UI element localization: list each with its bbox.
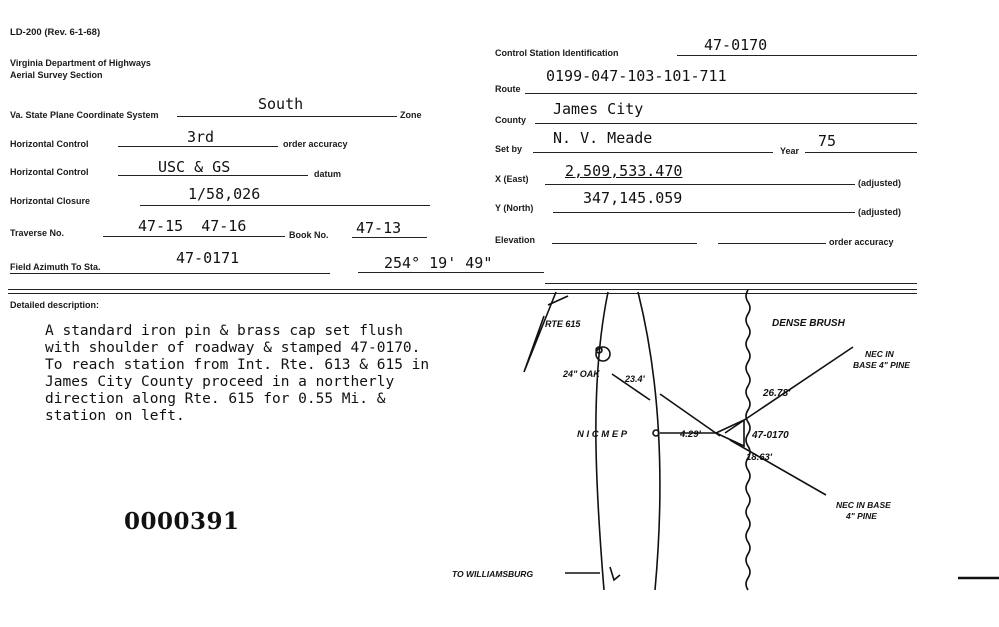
traverse-label: Traverse No.: [10, 228, 65, 238]
elevation-order-label: order accuracy: [829, 237, 894, 247]
oak-label: 24" OAK: [563, 369, 600, 379]
station-id-value: 47-0170: [704, 36, 768, 54]
description-label: Detailed description:: [10, 300, 100, 310]
oak-dist-label: 23.4': [625, 374, 645, 384]
book-label: Book No.: [289, 230, 329, 240]
zone-label: Zone: [400, 110, 422, 120]
nicm-label: N I C M E P: [577, 429, 628, 440]
williamsburg-label: TO WILLIAMSBURG: [452, 569, 534, 579]
description-line: To reach station from Int. Rte. 613 & 615 in: [45, 357, 430, 373]
description-line: with shoulder of roadway & stamped 47-0170.: [45, 340, 421, 356]
set-by-label: Set by: [495, 144, 523, 154]
description-line: station on left.: [45, 408, 185, 424]
road-edge-right: [638, 292, 660, 590]
x-east-value: 2,509,533.470: [565, 162, 683, 180]
x-adjusted-label: (adjusted): [858, 178, 902, 188]
description-line: A standard iron pin & brass cap set flush: [45, 323, 403, 339]
closure-label: Horizontal Closure: [10, 196, 91, 206]
horizontal-control-value: 3rd: [187, 128, 215, 146]
pine-top-label-2: BASE 4" PINE: [853, 360, 910, 370]
dense-brush-line: [746, 290, 750, 590]
year-value: 75: [818, 132, 837, 150]
dist-bottom-label: 18.63': [746, 452, 773, 463]
coord-system-label: Va. State Plane Coordinate System: [10, 110, 159, 120]
y-north-value: 347,145.059: [583, 189, 683, 207]
rte-label: RTE 615: [545, 319, 581, 329]
pine-top-label-1: NEC IN: [865, 349, 894, 359]
department-name: Virginia Department of Highways: [10, 58, 151, 68]
station-id-label: Control Station Identification: [495, 48, 619, 58]
set-by-value: N. V. Meade: [553, 129, 653, 147]
road-edge-left: [596, 292, 608, 590]
form-number: LD-200 (Rev. 6-1-68): [10, 27, 101, 38]
y-north-label: Y (North): [495, 203, 534, 213]
county-label: County: [495, 115, 526, 125]
file-number: 0000391: [124, 508, 240, 535]
route-value: 0199-047-103-101-711: [546, 67, 727, 85]
azimuth-angle: 254° 19' 49": [384, 254, 493, 272]
closure-value: 1/58,026: [188, 185, 261, 203]
north-arrow-tick: [548, 296, 568, 305]
coord-system-value: South: [258, 95, 304, 113]
horizontal-control-label: Horizontal Control: [10, 139, 89, 149]
order-accuracy-label: order accuracy: [283, 139, 348, 149]
y-adjusted-label: (adjusted): [858, 207, 902, 217]
description-line: James City County proceed in a northerly: [45, 374, 395, 390]
route-label: Route: [495, 84, 521, 94]
dist-left-label: 4.29': [680, 429, 701, 440]
year-label: Year: [780, 146, 800, 156]
station-label: 47-0170: [752, 430, 789, 441]
dist-top-label: 26.78': [763, 388, 791, 399]
x-east-label: X (East): [495, 174, 529, 184]
elevation-label: Elevation: [495, 235, 536, 245]
pine-bottom-label-1: NEC IN BASE: [836, 500, 891, 510]
county-value: James City: [553, 100, 644, 118]
horizontal-control-2-label: Horizontal Control: [10, 167, 89, 177]
line-to-pine-bottom: [730, 440, 826, 495]
pine-bottom-label-2: 4" PINE: [846, 511, 877, 521]
azimuth-station: 47-0171: [176, 249, 240, 267]
azimuth-label: Field Azimuth To Sta.: [10, 262, 101, 272]
section-name: Aerial Survey Section: [10, 70, 103, 80]
dense-brush-label: DENSE BRUSH: [772, 318, 845, 329]
datum-label: datum: [314, 169, 341, 179]
oak-tree-symbol: [596, 347, 610, 361]
traverse-values: 47-15 47-16: [138, 217, 247, 235]
book-value: 47-13: [356, 219, 402, 237]
datum-value: USC & GS: [158, 158, 231, 176]
description-line: direction along Rte. 615 for 0.55 Mi. &: [45, 391, 386, 407]
